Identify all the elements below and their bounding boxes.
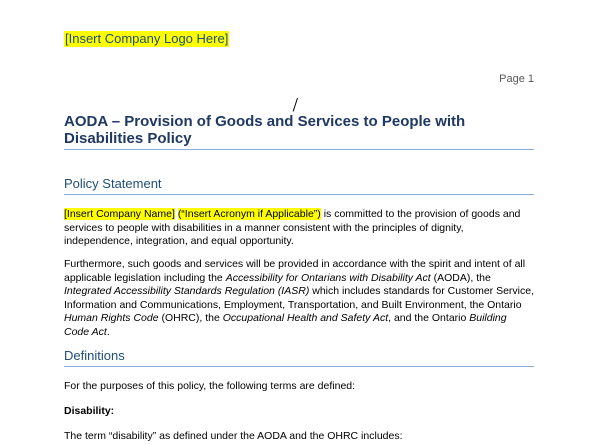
- paragraph-text: .: [106, 325, 110, 338]
- definitions-intro[interactable]: For the purposes of this policy, the following terms are defined:: [64, 380, 356, 392]
- iasr-name: Integrated Accessibility Standards Regulation (IASR): [64, 285, 310, 297]
- paragraph-text: which includes standards for Customer Service, Information and Communications, Employment, Transportation, and Built Environment, the Ontario: [64, 285, 535, 311]
- acronym-placeholder[interactable]: (“Insert Acronym if Applicable”): [177, 208, 321, 220]
- definition-term-disability[interactable]: Disability:: [64, 405, 115, 417]
- definitions-divider: [64, 366, 534, 367]
- paragraph-text: (AODA), the: [430, 271, 491, 284]
- company-logo-placeholder[interactable]: [Insert Company Logo Here]: [65, 31, 229, 46]
- policy-statement-paragraph-2[interactable]: [64, 258, 534, 339]
- policy-statement-divider: [64, 194, 534, 195]
- paragraph-text: Furthermore, such goods and services will be provided in accordance with the spirit and intent of all applicable legislation including the: [64, 258, 526, 284]
- section-heading-definitions[interactable]: Definitions: [64, 348, 125, 363]
- paragraph-text: , and the Ontario: [388, 312, 470, 324]
- title-divider: [64, 149, 534, 150]
- policy-statement-paragraph-1[interactable]: [64, 208, 534, 249]
- building-code-act-name: Building Code Act: [64, 312, 507, 338]
- paragraph-text: is committed to the provision of goods and services to people with disabilities in a manner consistent with the principles of dignity, independence, integration, and equal opportunity.: [64, 208, 521, 247]
- section-heading-policy-statement[interactable]: Policy Statement: [64, 176, 162, 191]
- human-rights-code-name: Human Rights Code: [64, 312, 159, 324]
- company-name-placeholder[interactable]: [Insert Company Name]: [64, 208, 175, 220]
- document-title[interactable]: AODA – Provision of Goods and Services to People with Disabilities Policy: [64, 113, 466, 147]
- ohs-act-name: Occupational Health and Safety Act: [222, 312, 389, 324]
- page-number: Page 1: [499, 73, 534, 85]
- aoda-act-name: Accessibility for Ontarians with Disability Act: [225, 271, 431, 284]
- definition-text-disability[interactable]: The term “disability” as defined under the AODA and the OHRC includes:: [64, 430, 403, 442]
- text-cursor-mark: [293, 98, 298, 112]
- paragraph-text: (OHRC), the: [158, 312, 223, 324]
